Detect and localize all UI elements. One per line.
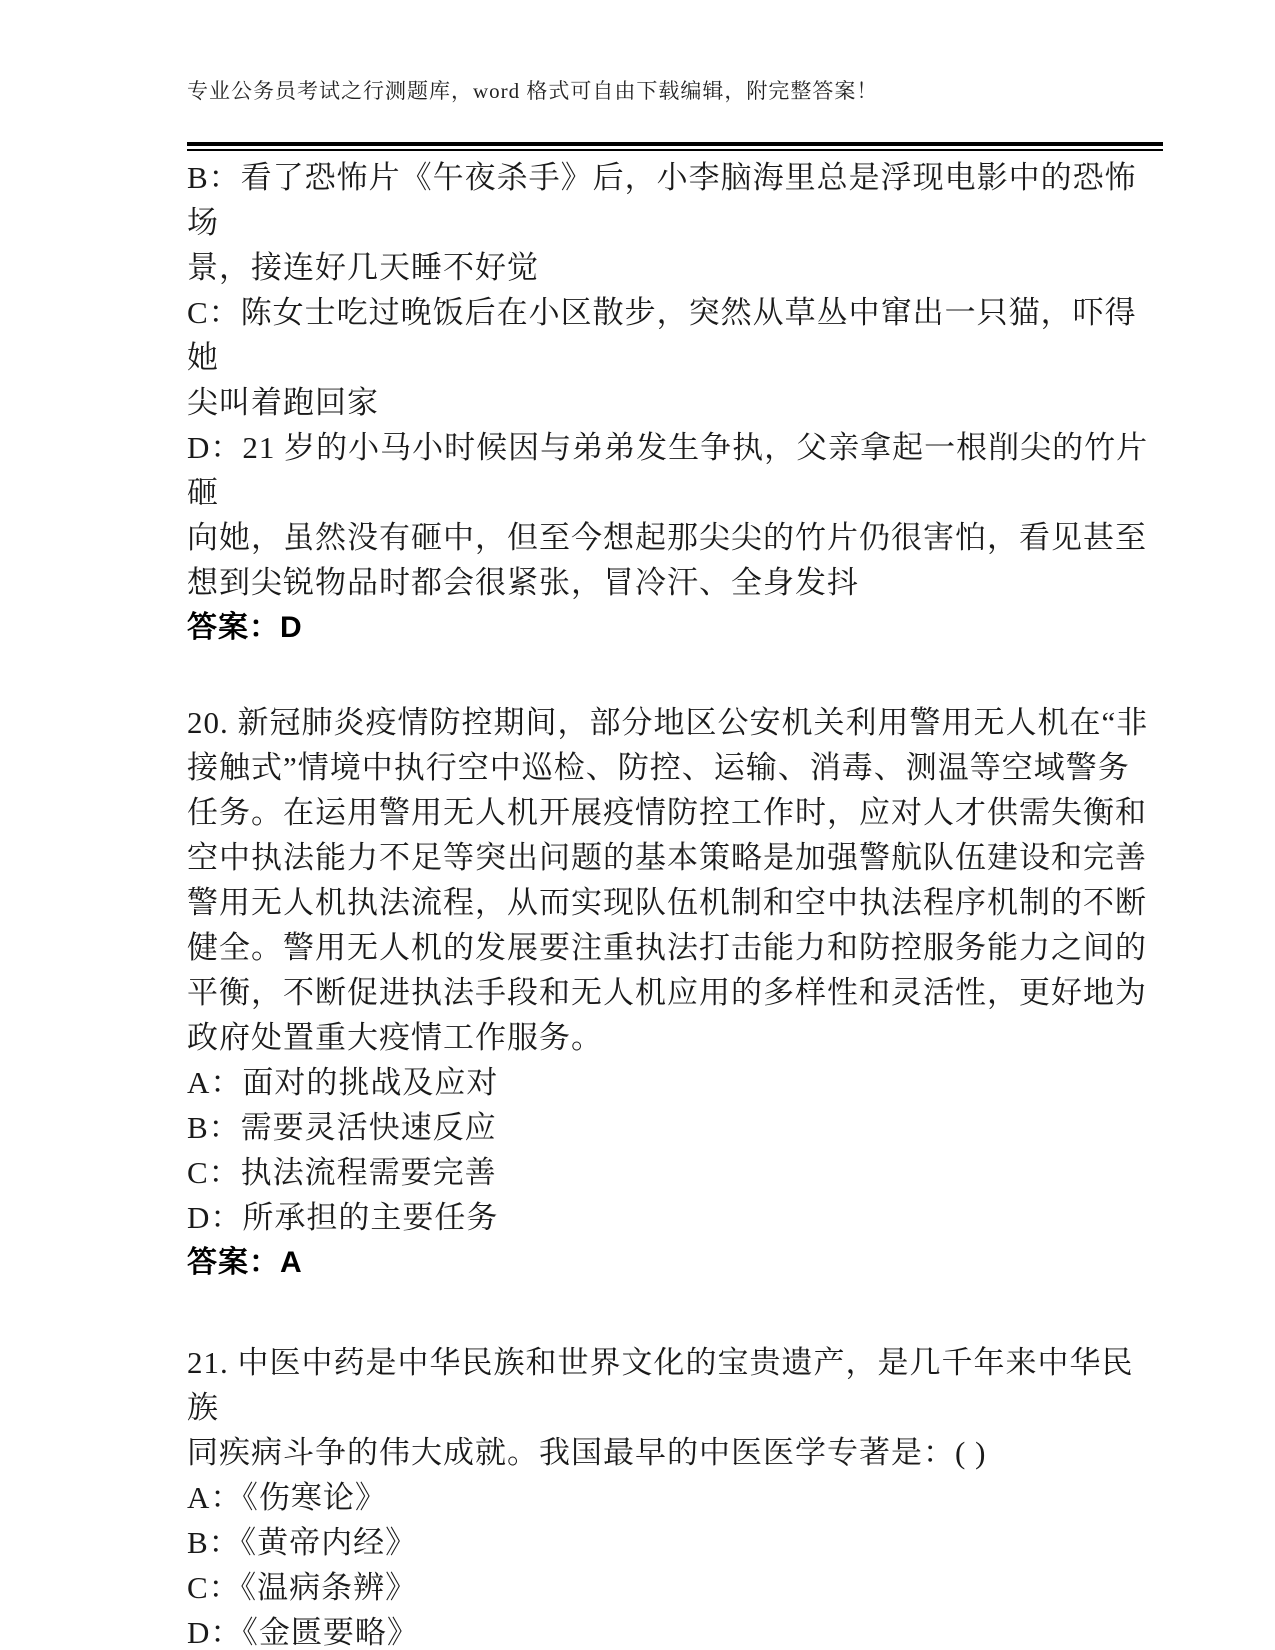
header-title: 专业公务员考试之行测题库，word 格式可自由下载编辑，附完整答案！ [187,79,879,103]
question-19-option-d: D：21 岁的小马小时候因与弟弟发生争执，父亲拿起一根削尖的竹片砸 向她，虽然没有砸中，但至今想起那尖尖的竹片仍很害怕，看见甚至 想到尖锐物品时都会很紧张，冒冷汗、全身发抖 [187,430,1149,600]
question-21 [187,1340,1163,1650]
question-21-stem: 21. 中医中药是中华民族和世界文化的宝贵遗产，是几千年来中华民族 同疾病斗争的伟大成就。我国最早的中医医学专著是：( ) [187,1345,1134,1470]
question-20-option-c: C：执法流程需要完善 [187,1155,497,1190]
header-divider [187,142,1163,151]
question-19-option-c: C：陈女士吃过晚饭后在小区散步，突然从草丛中窜出一只猫，吓得她 尖叫着跑回家 [187,295,1137,420]
question-21-option-d: D：《金匮要略》 [187,1615,419,1650]
question-21-option-b: B：《黄帝内经》 [187,1525,418,1560]
question-21-option-c: C：《温病条辨》 [187,1570,418,1605]
question-19-option-b: B：看了恐怖片《午夜杀手》后，小李脑海里总是浮现电影中的恐怖场 景，接连好几天睡不好觉 [187,160,1137,285]
question-20-option-a: A：面对的挑战及应对 [187,1065,499,1100]
question-21-option-a: A：《伤寒论》 [187,1480,387,1515]
question-20-answer: 答案：A [187,1246,303,1279]
page-header [187,78,1163,151]
question-20 [187,700,1163,1285]
question-19-answer: 答案：D [187,611,303,644]
question-20-option-b: B：需要灵活快速反应 [187,1110,497,1145]
question-20-stem: 20. 新冠肺炎疫情防控期间，部分地区公安机关利用警用无人机在“非 接触式”情境中执行空中巡检、防控、运输、消毒、测温等空域警务 任务。在运用警用无人机开展疫情防控工作时，应对人才供需失衡和 空中执法能力不足等突出问题的基本策略是加强警航队伍建设和完善 警用无人机执法流程，从而实现队伍机制和空中执法程序机制的不断 健全。警用无人机的发展要注重执法打击能力和防控服务能力之间的 平衡，不断促进执法手段和无人机应用的多样性和灵活性，更好地为 政府处置重大疫情工作服务。 [187,705,1149,1055]
document-body [187,155,1163,1650]
question-20-option-d: D：所承担的主要任务 [187,1200,499,1235]
